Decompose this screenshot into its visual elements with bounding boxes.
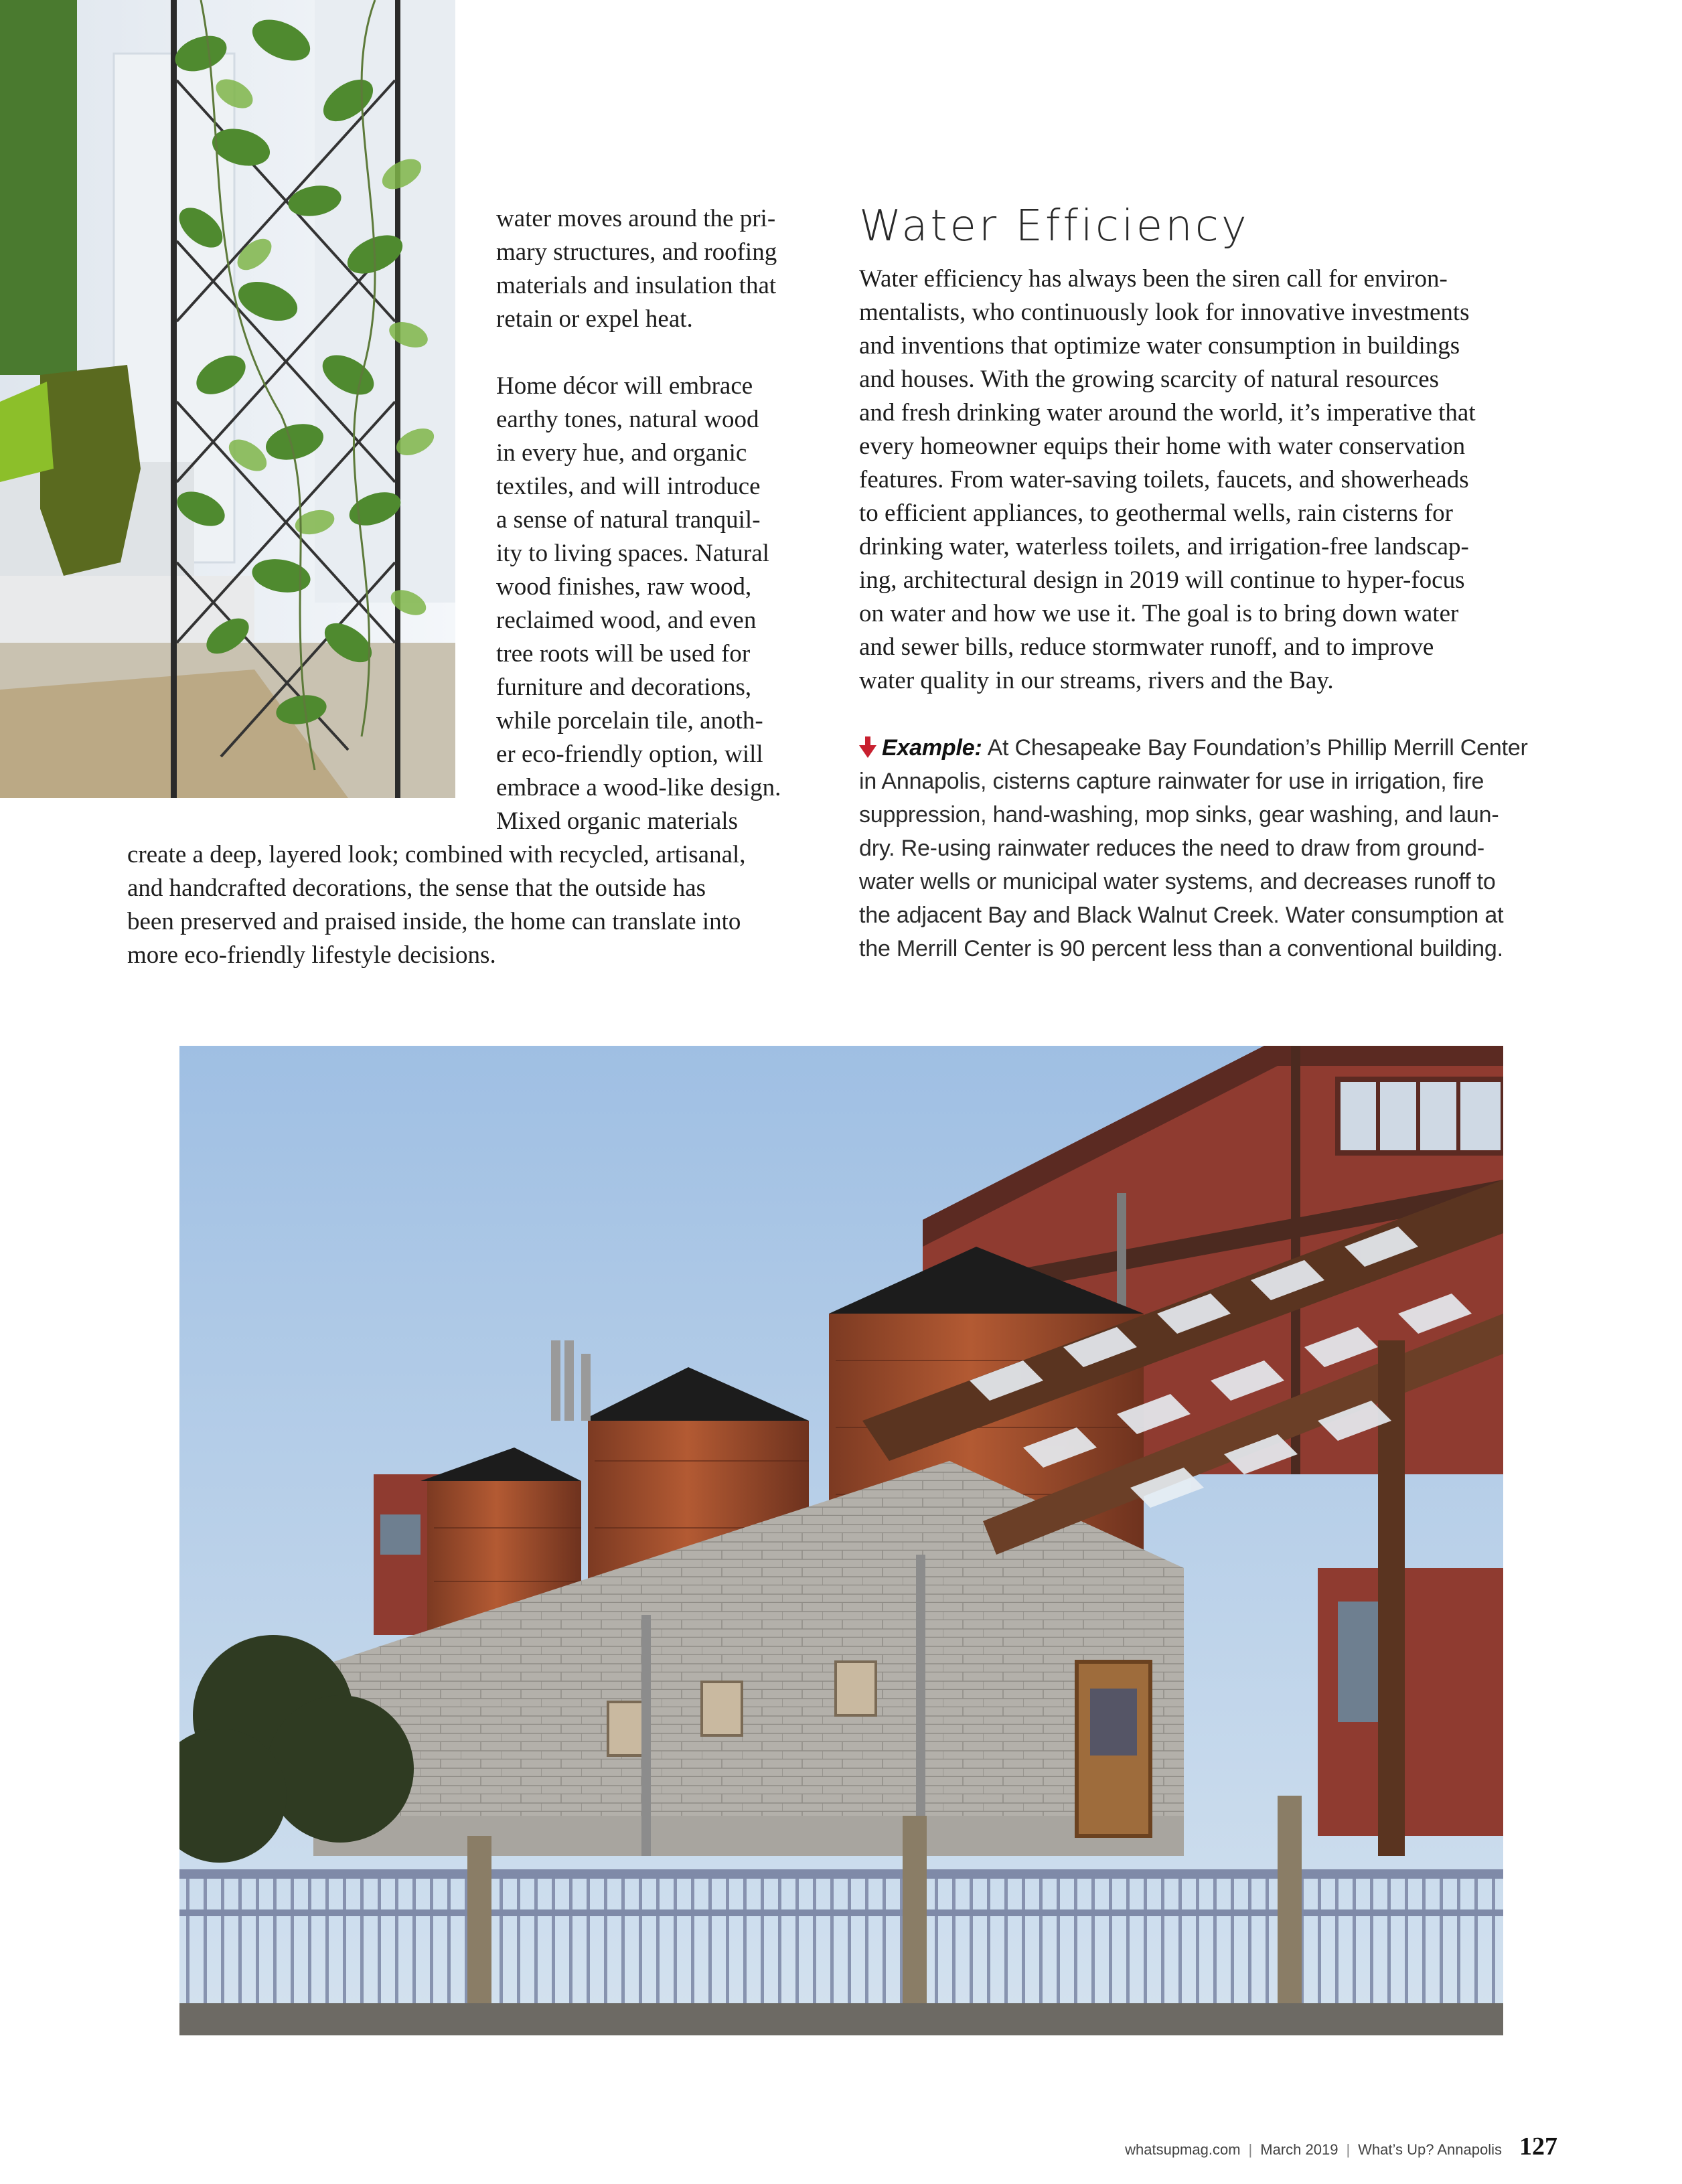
page-number: 127	[1519, 2132, 1557, 2161]
text-line: and houses. With the growing scarcity of natural resources	[859, 366, 1440, 393]
text-line: water wells or municipal water systems, and decreases runoff to	[859, 869, 1496, 894]
footer-publication: What’s Up? Annapolis	[1358, 2141, 1502, 2158]
text-line: features. From water-saving toilets, faucets, and showerheads	[859, 466, 1469, 493]
text-line: in every hue, and organic	[496, 439, 747, 467]
text-line: to efficient appliances, to geothermal wells, rain cisterns for	[859, 499, 1454, 527]
text-line: retain or expel heat.	[496, 305, 693, 333]
text-line: been preserved and praised inside, the home can translate into	[127, 908, 741, 935]
merrill-center-photo	[179, 1046, 1503, 2035]
text-line: the adjacent Bay and Black Walnut Creek. Water consumption at	[859, 903, 1504, 928]
text-line: Mixed organic materials	[496, 807, 738, 835]
text-line: more eco-friendly lifestyle decisions.	[127, 941, 496, 969]
left-text-column	[127, 202, 824, 972]
footer-issue: March 2019	[1260, 2141, 1339, 2158]
text-line: on water and how we use it. The goal is to bring down water	[859, 600, 1459, 627]
text-line: mary structures, and roofing	[496, 238, 777, 266]
text-line: and handcrafted decorations, the sense that the outside has	[127, 874, 706, 902]
text-line: materials and insulation that	[496, 272, 777, 299]
text-line: dry. Re-using rainwater reduces the need to draw from ground-	[859, 836, 1484, 861]
down-arrow-icon	[859, 736, 876, 758]
left-indented-block	[127, 202, 824, 838]
text-line: Home décor will embrace	[496, 372, 753, 400]
text-line: water quality in our streams, rivers and the Bay.	[859, 667, 1334, 694]
text-line: create a deep, layered look; combined with recycled, artisanal,	[127, 841, 746, 868]
text-line: a sense of natural tranquil-	[496, 506, 761, 534]
text-line: the Merrill Center is 90 percent less than a conventional building.	[859, 936, 1503, 961]
paragraph-home-decor-continued	[127, 838, 824, 972]
text-line: and inventions that optimize water consumption in buildings	[859, 332, 1460, 360]
text-line: wood finishes, raw wood,	[496, 573, 752, 601]
text-line: suppression, hand-washing, mop sinks, gear washing, and laun-	[859, 802, 1499, 828]
text-line: embrace a wood-like design.	[496, 774, 781, 801]
text-line: textiles, and will introduce	[496, 473, 761, 500]
text-line: water moves around the pri-	[496, 205, 776, 232]
text-line: furniture and decorations,	[496, 674, 752, 701]
text-line: Water efficiency has always been the siren call for environ-	[859, 265, 1448, 293]
paragraph-water-efficiency	[859, 262, 1555, 698]
footer-separator: |	[1248, 2141, 1253, 2158]
text-line: earthy tones, natural wood	[496, 406, 759, 433]
building-image	[179, 1046, 1503, 2035]
right-text-column	[859, 200, 1555, 988]
text-line: ing, architectural design in 2019 will continue to hyper-focus	[859, 566, 1465, 594]
footer-site: whatsupmag.com	[1125, 2141, 1241, 2158]
text-line: mentalists, who continuously look for innovative investments	[859, 299, 1470, 326]
text-line: At Chesapeake Bay Foundation’s Phillip Merrill Center	[987, 735, 1528, 761]
text-line: and fresh drinking water around the world, it’s imperative that	[859, 399, 1476, 426]
text-line: every homeowner equips their home with water conservation	[859, 433, 1466, 460]
text-line: reclaimed wood, and even	[496, 607, 757, 634]
text-line: while porcelain tile, anoth-	[496, 707, 763, 734]
text-line: ity to living spaces. Natural	[496, 540, 769, 567]
text-line: in Annapolis, cisterns capture rainwater for use in irrigation, fire	[859, 769, 1484, 794]
page-footer	[1125, 2132, 1557, 2161]
text-line: and sewer bills, reduce stormwater runoff, and to improve	[859, 633, 1434, 661]
paragraph-home-decor	[496, 370, 824, 838]
text-line: drinking water, waterless toilets, and irrigation-free landscap-	[859, 533, 1469, 560]
section-title: Water Efficiency	[859, 202, 1249, 251]
text-line: er eco-friendly option, will	[496, 740, 763, 768]
example-label: Example:	[882, 735, 982, 761]
text-line: tree roots will be used for	[496, 640, 751, 668]
footer-separator: |	[1346, 2141, 1351, 2158]
example-callout	[859, 731, 1555, 965]
paragraph-roofing	[496, 202, 824, 336]
